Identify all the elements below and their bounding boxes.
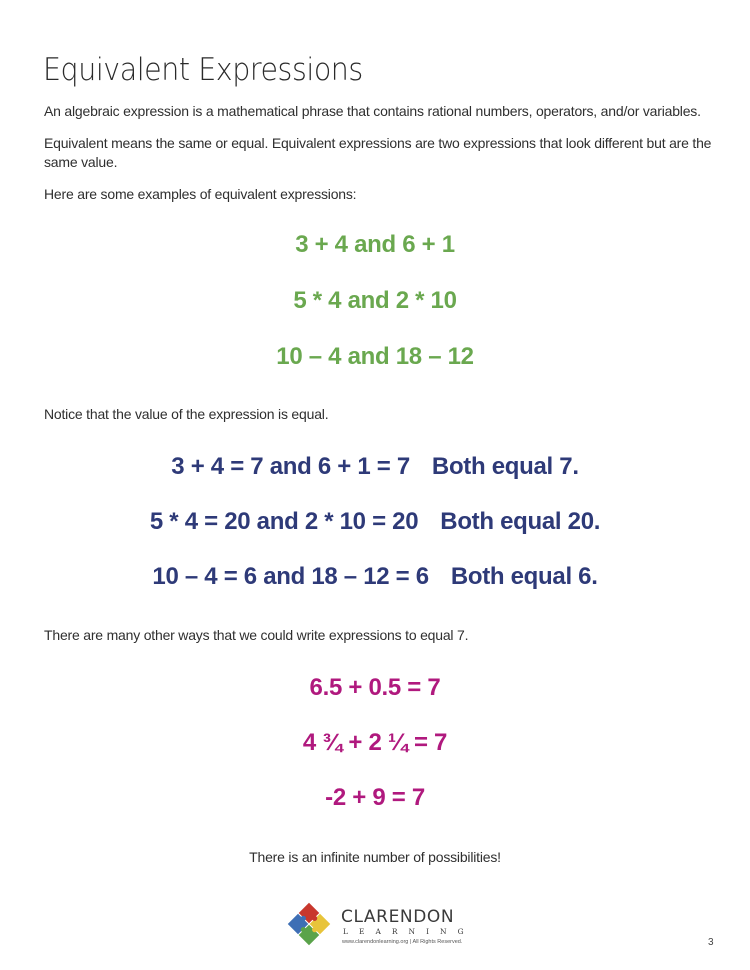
evaluation-result: Both equal 7. [431, 453, 579, 480]
example-expression: 3 + 4 and 6 + 1 [295, 231, 455, 258]
equivalent-paragraph: Equivalent means the same or equal. Equivalent expressions are two expressions that look different but are the same value. [44, 135, 712, 170]
evaluation-line [0, 508, 750, 536]
evaluation-line [0, 563, 750, 591]
example-expression: 10 – 4 and 18 – 12 [276, 343, 474, 370]
evaluation-result: Both equal 20. [440, 508, 601, 535]
notice-paragraph: Notice that the value of the expression is equal. [44, 406, 329, 422]
examples-intro: Here are some examples of equivalent expressions: [44, 186, 357, 202]
logo-subtitle: LEARNING [343, 927, 475, 936]
evaluation-expression: 10 – 4 = 6 and 18 – 12 = 6 [152, 563, 429, 590]
evaluation-expression: 5 * 4 = 20 and 2 * 10 = 20 [149, 508, 419, 535]
page-number: 3 [708, 937, 714, 948]
clarendon-logo [287, 900, 487, 950]
evaluation-result: Both equal 6. [450, 563, 598, 590]
definition-paragraph: An algebraic expression is a mathematical phrase that contains rational numbers, operators, and/or variables. [44, 103, 701, 119]
logo-name: CLARENDON [341, 907, 455, 927]
evaluation-line [0, 453, 750, 481]
evaluation-expression: 3 + 4 = 7 and 6 + 1 = 7 [171, 453, 410, 480]
other-expression: 6.5 + 0.5 = 7 [309, 674, 441, 701]
infinite-paragraph: There is an infinite number of possibilities! [249, 849, 501, 865]
other-ways-paragraph: There are many other ways that we could write expressions to equal 7. [44, 627, 469, 643]
other-expression: 4 ¾ + 2 ¼ = 7 [302, 729, 448, 756]
copyright-text: www.clarendonlearning.org | All Rights Reserved. [342, 939, 463, 945]
puzzle-diamond-icon [287, 902, 331, 946]
page-title: Equivalent Expressions [43, 52, 363, 88]
other-expression: -2 + 9 = 7 [325, 784, 425, 811]
example-expression: 5 * 4 and 2 * 10 [293, 287, 457, 314]
